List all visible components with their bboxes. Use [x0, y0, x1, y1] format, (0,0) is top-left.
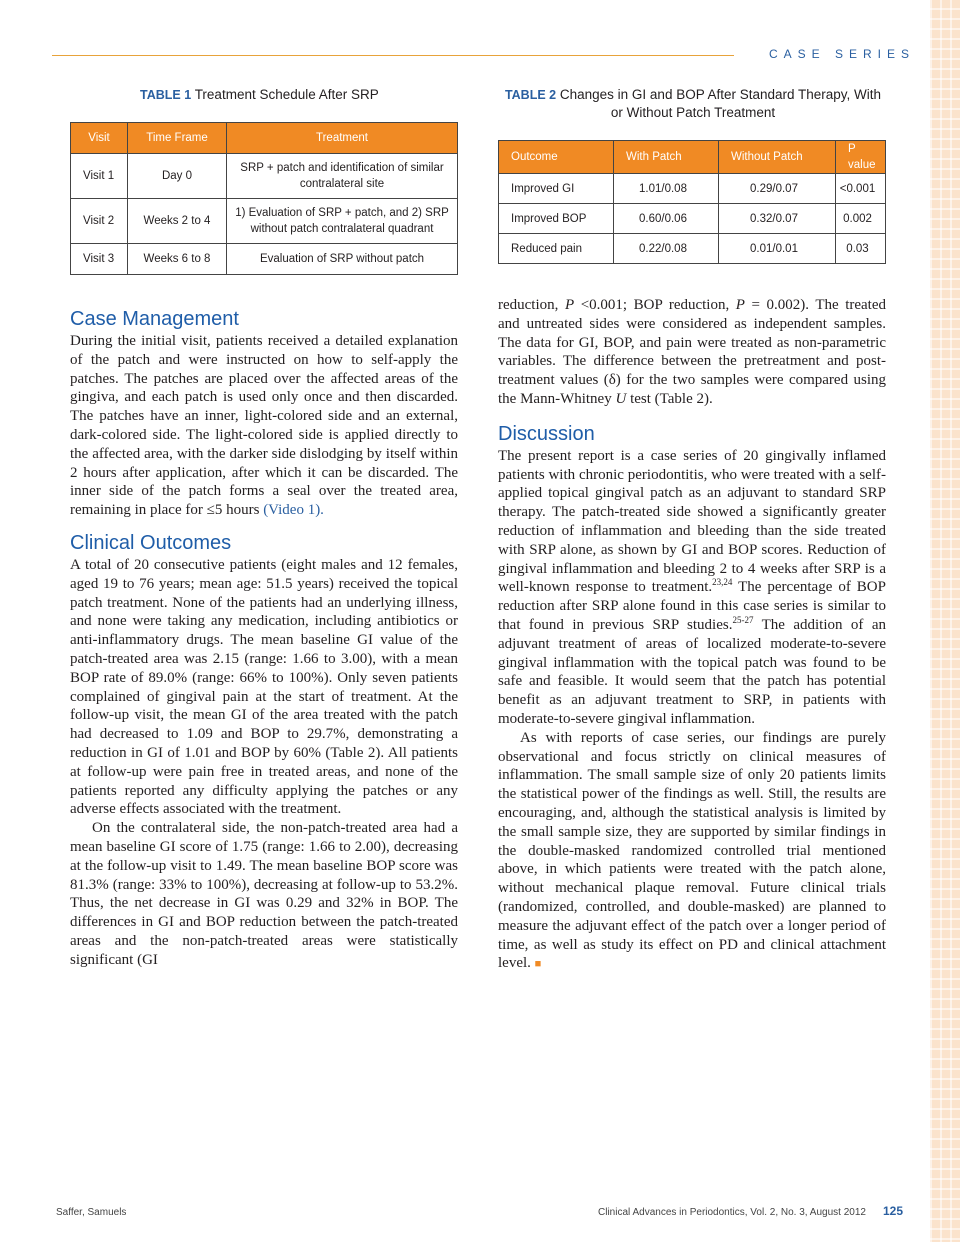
table2-header-cell: Outcome [499, 141, 614, 174]
table1-header-cell: Treatment [227, 123, 458, 154]
table-cell: 0.32/0.07 [719, 204, 836, 234]
table-cell: 1.01/0.08 [614, 174, 719, 204]
clinical-outcomes-paragraph-2: On the contralateral side, the non-patch-treated area had a mean baseline GI score of 1.75 (range: 1.66 to 2.00), decreasing at the follow-up visit to 1.49. The mean baseline BOP score was 81.3% (range: 33% to 100%), decreasing at follow-up to 53.2%. Thus, the net decrease in GI was 0.29 and 32% in BOP. The differences in GI and BOP reduction between the patch-treated areas and the non-patch-treated areas were statistically significant (GI [70, 820, 458, 968]
left-column [70, 306, 458, 970]
table1-label: TABLE 1 [140, 88, 192, 102]
table2-header-row [499, 141, 886, 174]
reference-superscript: 25-27 [732, 614, 754, 625]
section-label: CASE SERIES [769, 47, 916, 61]
stats-text-c: = 0.002). The treated and untreated sides were considered as independent samples. The data for GI, BOP, and pain were treated as non-parametric variables. The difference between the pretreatment and post-treatment values (δ) for the two samples were compared using the Mann-Whitney [498, 297, 886, 407]
stats-text-a: reduction, [498, 297, 565, 313]
footer-authors: Saffer, Samuels [56, 1207, 127, 1218]
table1 [70, 122, 458, 275]
table-cell: 0.03 [836, 234, 886, 264]
table-cell: 0.002 [836, 204, 886, 234]
stats-text-b: <0.001; BOP reduction, [574, 297, 736, 313]
discussion-paragraph-1 [498, 447, 886, 729]
header-rule [52, 55, 734, 56]
discussion-paragraph-2 [498, 729, 886, 974]
discussion-text: The addition of an adjuvant treatment of areas of localized moderate-to-severe gingival inflammation with the topical patch was found to be safe and feasible. It would seem that the patch has potential benefit as an adjuvant treatment to SRP, in patients with moderate-to-severe gingival inflammation. [498, 616, 886, 727]
table-cell: 1) Evaluation of SRP + patch, and 2) SRP without patch contralateral quadrant [227, 199, 458, 244]
table2-label: TABLE 2 [504, 88, 557, 102]
p-symbol: P [735, 297, 745, 313]
table2-header-cell: With Patch [614, 141, 719, 174]
discussion-text: As with reports of case series, our findings are purely observational and focus strictly on clinical measures of inflammation. The small sample size of only 20 patients limits the statistical power of the findings as well. Still, the results are encouraging, and, although the statistical analysis is limited by the small sample size, they are supported by similar findings in the double-masked randomized controlled trial mentioned above, in which patients were treated with the patch alone, without mechanical plaque removal. Future clinical trials (randomized, controlled, and double-masked) are planned to measure the adjuvant effect of the patch over a longer period of time, as well as study its effect on PD and clinical attachment level. [498, 729, 886, 972]
table2-caption [498, 86, 888, 121]
table2-title: Changes in GI and BOP After Standard Therapy, With or Without Patch Treatment [559, 87, 882, 120]
table2-header-cell: Without Patch [719, 141, 836, 174]
table-cell: Visit 2 [71, 199, 128, 244]
discussion-heading: Discussion [498, 422, 595, 445]
right-column [498, 296, 886, 974]
case-management-paragraph [70, 332, 458, 520]
table-cell: Weeks 6 to 8 [128, 244, 227, 275]
table-cell: Day 0 [128, 154, 227, 199]
p-symbol: P [564, 297, 575, 313]
u-symbol: U [615, 390, 627, 407]
table-row [71, 199, 458, 244]
table1-title: Treatment Schedule After SRP [194, 87, 379, 102]
table-cell: Improved GI [499, 174, 614, 204]
table-cell: Weeks 2 to 4 [128, 199, 227, 244]
table-cell: Visit 3 [71, 244, 128, 275]
table2 [498, 140, 886, 264]
stats-text-d: test (Table 2). [626, 390, 713, 407]
page-number: 125 [883, 1204, 904, 1218]
table-cell: Reduced pain [499, 234, 614, 264]
discussion-text: The present report is a case series of 20 gingivally inflamed patients with chronic periodontitis, who were treated with a self-applied topical gingival patch as an adjuvant to standard SRP therapy. The patch-treated side showed a significantly greater reduction of inflammation and bleeding than the side treated with SRP alone, as shown by GI and BOP scores. Reduction of gingival inflammation and bleeding 2 to 4 weeks after SRP is a well-known response to treatment. [498, 447, 886, 596]
table-row [499, 174, 886, 204]
table-cell: Evaluation of SRP without patch [227, 244, 458, 275]
table-row [499, 234, 886, 264]
table-row [71, 244, 458, 275]
table-row [71, 154, 458, 199]
footer-journal: Clinical Advances in Periodontics, Vol. 2, No. 3, August 2012 [598, 1207, 866, 1218]
decorative-edge-strip [930, 0, 960, 1242]
table-cell: Visit 1 [71, 154, 128, 199]
case-management-text: During the initial visit, patients received a detailed explanation of the patch and were instructed on how to self-apply the patches. The patches are placed over the affected areas of the gingiva, and each patch is used only once and then discarded. The patches have an inner, light-colored side and an external, dark-colored side. The light-colored side is applied directly to the affected area, with the darker side dislodging by itself within 2 hours after application, after which it can be discarded. The inner side of the patch forms a seal over the treated area, remaining in place for ≤5 hours [70, 333, 458, 519]
table-cell: <0.001 [836, 174, 886, 204]
clinical-outcomes-paragraph-1: A total of 20 consecutive patients (eight males and 12 females, aged 19 to 76 years; mean age: 51.5 years) received the topical patch treatment. None of the patients had an underlying illness, and none were taking any medication, including antibiotics or anti-inflammatory drugs. The mean baseline GI value of the patch-treated area was 2.15 (range: 1.66 to 3.00), with a mean BOP rate of 89.0% (range: 66% to 100%). Only seven patients complained of gingival pain at the start of treatment. At the follow-up visit, the mean GI of the area treated with the patch had decreased to 1.09 and BOP to 29.7%, demonstrating a reduction in GI of 1.01 and BOP by 60% (Table 2). All patients at follow-up were pain free in treated areas, and none of the patients reported any difficulty applying the patches or any adverse effects associated with the treatment. [70, 556, 458, 818]
clinical-outcomes-heading: Clinical Outcomes [70, 531, 232, 554]
table-cell: SRP + patch and identification of similar contralateral site [227, 154, 458, 199]
table-cell: Improved BOP [499, 204, 614, 234]
case-management-heading: Case Management [70, 308, 239, 330]
table1-caption [140, 86, 440, 104]
table-cell: 0.01/0.01 [719, 234, 836, 264]
video-1-link[interactable]: (Video 1). [263, 502, 324, 519]
table-cell: 0.22/0.08 [614, 234, 719, 264]
end-of-article-mark: ■ [534, 958, 542, 971]
table-cell: 0.29/0.07 [719, 174, 836, 204]
reference-superscript: 23,24 [712, 577, 733, 588]
table1-header-cell: Time Frame [128, 123, 227, 154]
table-cell: 0.60/0.06 [614, 204, 719, 234]
table1-header-row [71, 123, 458, 154]
statistics-paragraph [498, 296, 886, 409]
table2-header-cell: P value [836, 141, 886, 174]
table-row [499, 204, 886, 234]
table1-header-cell: Visit [71, 123, 128, 154]
discussion-text: The percentage of BOP reduction after SRP alone found in this case series is similar to that found in previous SRP studies. [498, 579, 886, 633]
